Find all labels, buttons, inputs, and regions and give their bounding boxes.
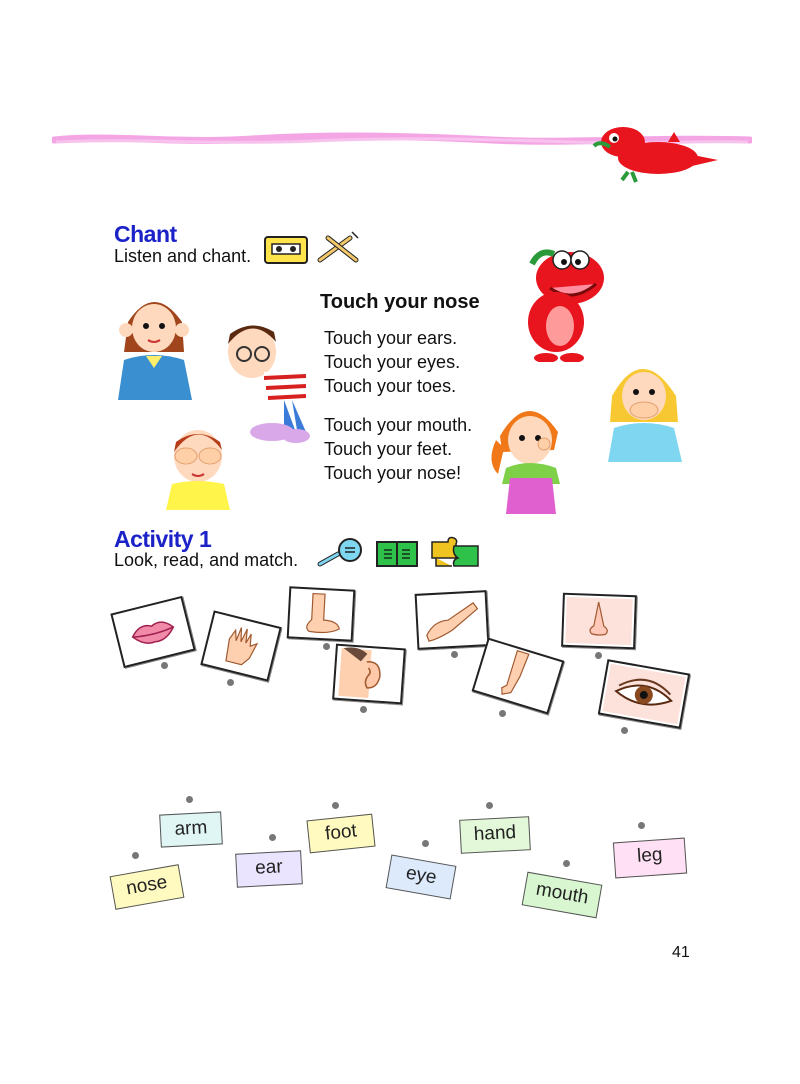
- word-card-foot: foot: [306, 814, 375, 854]
- match-dot-picture[interactable]: [323, 643, 330, 650]
- chant-instruction: Listen and chant.: [114, 246, 252, 266]
- match-dot-picture[interactable]: [595, 652, 602, 659]
- word-card-arm: arm: [159, 811, 223, 847]
- activity-heading: Activity 1: [114, 526, 212, 552]
- activity-instruction: Look, read, and match.: [114, 550, 299, 570]
- match-dot-picture[interactable]: [360, 706, 367, 713]
- dinosaur-standing-illustration: [510, 238, 614, 362]
- word-card-mouth: mouth: [522, 872, 603, 919]
- match-dot-picture[interactable]: [227, 679, 234, 686]
- word-card-hand: hand: [459, 816, 531, 854]
- match-dot-picture[interactable]: [621, 727, 628, 734]
- chant-line: Touch your eyes.: [324, 352, 461, 372]
- picture-card-leg: [472, 638, 565, 715]
- picture-card-nose: [561, 593, 637, 650]
- chant-title: Touch your nose: [320, 291, 480, 313]
- match-dot-word[interactable]: [422, 840, 429, 847]
- match-dot-picture[interactable]: [451, 651, 458, 658]
- match-dot-picture[interactable]: [499, 710, 506, 717]
- dinosaur-lying-icon: [588, 120, 723, 185]
- picture-card-foot: [287, 586, 356, 641]
- picture-card-lips: [110, 596, 195, 668]
- match-dot-word[interactable]: [486, 802, 493, 809]
- cassette-icon: [264, 236, 308, 264]
- match-dot-picture[interactable]: [161, 662, 168, 669]
- page-number: 41: [672, 944, 690, 961]
- picture-card-ear: [332, 644, 406, 705]
- girl-covering-mouth-illustration: [598, 348, 688, 462]
- chant-line: Touch your ears.: [324, 328, 458, 348]
- book-icon: [376, 540, 418, 568]
- match-dot-word[interactable]: [269, 834, 276, 841]
- word-card-leg: leg: [613, 838, 687, 879]
- match-dot-word[interactable]: [638, 822, 645, 829]
- chant-verse-1: [324, 326, 460, 398]
- chant-heading: Chant: [114, 221, 177, 247]
- chant-line: Touch your toes.: [324, 376, 457, 396]
- chant-verse-2: [324, 413, 472, 485]
- puzzle-icon: [430, 536, 480, 568]
- chant-line: Touch your feet.: [324, 439, 453, 459]
- picture-card-eye: [598, 659, 690, 729]
- picture-card-hand: [200, 610, 281, 681]
- word-card-eye: eye: [386, 855, 457, 900]
- match-dot-word[interactable]: [132, 852, 139, 859]
- chant-line: Touch your nose!: [324, 463, 462, 483]
- word-card-ear: ear: [235, 850, 303, 887]
- girl-touching-ears-illustration: [108, 282, 200, 400]
- picture-card-arm: [415, 590, 490, 650]
- match-dot-word[interactable]: [186, 796, 193, 803]
- match-dot-word[interactable]: [563, 860, 570, 867]
- rhythm-sticks-icon: [316, 230, 360, 264]
- girl-touching-nose-illustration: [484, 392, 574, 514]
- magnifier-icon: [316, 538, 366, 568]
- word-card-nose: nose: [110, 864, 185, 910]
- boy-covering-eyes-illustration: [158, 418, 238, 510]
- chant-line: Touch your mouth.: [324, 415, 473, 435]
- match-dot-word[interactable]: [332, 802, 339, 809]
